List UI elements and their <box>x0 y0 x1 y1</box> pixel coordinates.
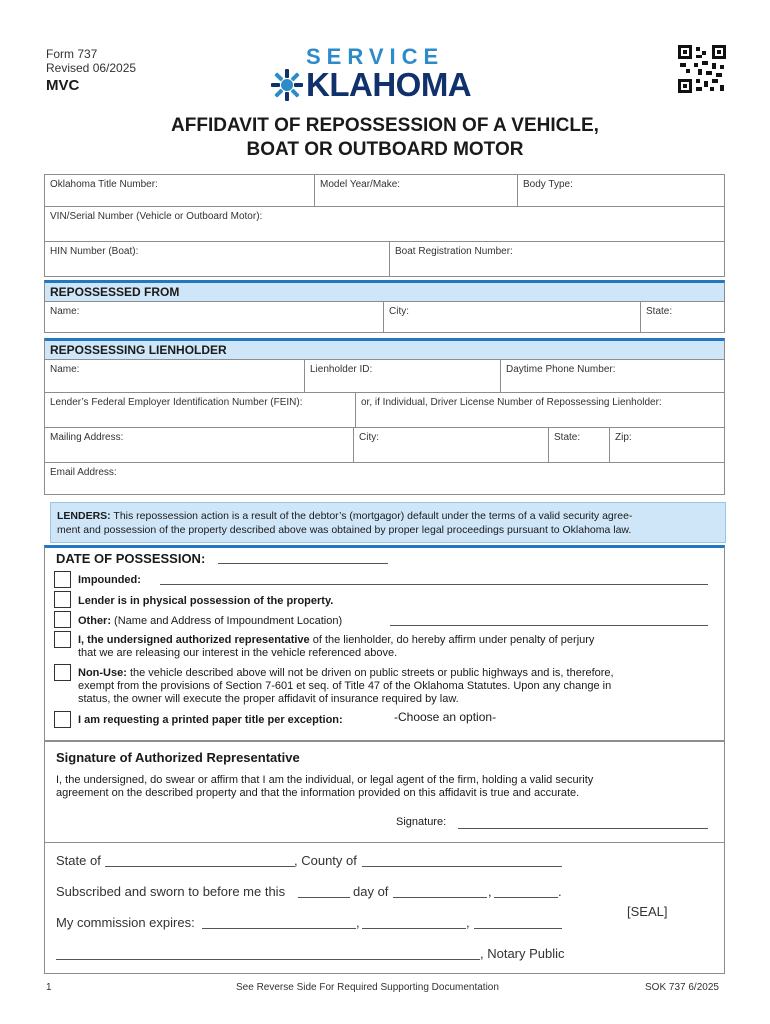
affirm-checkbox[interactable] <box>54 631 71 648</box>
affirm-bold-text: I, the undersigned authorized representative <box>78 634 310 646</box>
commission-comma-1: , <box>356 915 360 930</box>
repossessed-name-field[interactable]: Name: <box>45 302 384 332</box>
paper-title-label <box>78 714 343 727</box>
email-address-field[interactable]: Email Address: <box>50 467 117 478</box>
lienholder-state-field[interactable]: State: <box>549 428 610 462</box>
repossessed-from-row <box>44 301 725 333</box>
other-label <box>78 615 342 628</box>
other-checkbox[interactable] <box>54 611 71 628</box>
lienholder-id-field[interactable]: Lienholder ID: <box>305 360 501 392</box>
lienholder-row-3 <box>44 428 725 463</box>
vehicle-row-3 <box>44 242 725 277</box>
lienholder-name-field[interactable]: Name: <box>45 360 305 392</box>
day-of-label: day of <box>353 884 389 899</box>
footer-note: See Reverse Side For Required Supporting Documentation <box>236 982 499 993</box>
lender-possession-label <box>78 595 333 608</box>
paper-title-checkbox[interactable] <box>54 711 71 728</box>
impounded-text: Impounded: <box>78 574 141 586</box>
signature-statement-2: agreement on the described property and that the information provided on this affidavit is true and accurate. <box>56 787 580 799</box>
lender-possession-text: Lender is in physical possession of the property. <box>78 595 334 607</box>
model-year-make-field[interactable]: Model Year/Make: <box>315 175 518 206</box>
affirm-rest-text-2: that we are releasing our interest in the vehicle referenced above. <box>78 647 398 659</box>
signature-input[interactable] <box>458 828 708 829</box>
footer-form-code: SOK 737 6/2025 <box>645 982 719 993</box>
notary-state-label: State of <box>56 853 101 868</box>
commission-label: My commission expires: <box>56 915 195 930</box>
lienholder-row-2 <box>44 393 725 428</box>
fein-field[interactable]: Lender’s Federal Employer Identification Number (FEIN): <box>45 393 356 427</box>
signature-divider <box>44 842 725 843</box>
revised-date: Revised 06/2025 <box>46 61 137 75</box>
commission-year-input[interactable] <box>474 928 562 929</box>
repossessed-state-field[interactable]: State: <box>646 306 673 317</box>
affirm-rest-text-1: of the lienholder, do hereby affirm under penalty of perjury <box>309 634 595 646</box>
form-title <box>0 114 770 162</box>
page-number: 1 <box>46 982 52 993</box>
paper-title-text: I am requesting a printed paper title per exception: <box>78 714 343 726</box>
commission-day-input[interactable] <box>362 928 466 929</box>
notice-lead: LENDERS: <box>57 510 111 522</box>
signature-statement-1: I, the undersigned, do swear or affirm that I am the individual, or legal agent of the firm, holding a valid security <box>56 774 594 786</box>
qr-code-icon <box>678 45 726 93</box>
impounded-checkbox[interactable] <box>54 571 71 588</box>
non-use-label <box>78 667 614 706</box>
signature-label: Signature: <box>396 816 447 828</box>
hin-field[interactable]: HIN Number (Boat): <box>45 242 390 276</box>
date-of-possession-input[interactable] <box>218 563 388 564</box>
lenders-notice <box>50 502 726 543</box>
paper-title-select[interactable]: -Choose an option- <box>394 710 497 724</box>
subscribed-label: Subscribed and sworn to before me this <box>56 884 286 899</box>
mailing-address-field[interactable]: Mailing Address: <box>45 428 354 462</box>
impounded-label <box>78 574 141 587</box>
other-bold-text: Other: <box>78 615 111 627</box>
zip-field[interactable]: Zip: <box>615 432 632 443</box>
division-label: MVC <box>46 77 80 94</box>
affirm-label <box>78 634 594 660</box>
form-title-line1: AFFIDAVIT OF REPOSSESSION OF A VEHICLE, <box>171 115 599 136</box>
repossessed-from-header: REPOSSESSED FROM <box>44 280 725 301</box>
repossessed-city-field[interactable]: City: <box>384 302 641 332</box>
logo-service-text: SERVICE <box>306 44 445 69</box>
form-title-line2: BOAT OR OUTBOARD MOTOR <box>246 139 524 160</box>
title-number-field[interactable]: Oklahoma Title Number: <box>45 175 315 206</box>
notary-state-input[interactable] <box>105 866 295 867</box>
lienholder-row-4 <box>44 463 725 495</box>
subscribed-period: . <box>558 884 562 899</box>
other-rest-text: (Name and Address of Impoundment Location) <box>111 615 343 627</box>
logo-oklahoma-text: KLAHOMA <box>306 66 472 103</box>
form-number-text: Form 737 <box>46 47 98 61</box>
seal-label: [SEAL] <box>627 904 668 919</box>
notice-text-2: ment and possession of the property described above was obtained by proper legal proceedings pursuant to Oklahoma law. <box>57 524 632 536</box>
boat-registration-field[interactable]: Boat Registration Number: <box>395 246 513 257</box>
driver-license-field[interactable]: or, if Individual, Driver License Number of Repossessing Lienholder: <box>361 397 662 408</box>
lienholder-city-field[interactable]: City: <box>354 428 549 462</box>
subscribed-month-input[interactable] <box>393 897 487 898</box>
subscribed-comma: , <box>488 884 492 899</box>
notary-public-label: , Notary Public <box>480 946 565 961</box>
subscribed-year-input[interactable] <box>494 897 558 898</box>
oklahoma-logo-icon <box>270 68 304 102</box>
vehicle-row-1 <box>44 174 725 207</box>
notary-county-input[interactable] <box>362 866 562 867</box>
non-use-text-1: the vehicle described above will not be driven on public streets or public highways and is, therefore, <box>126 667 614 679</box>
impounded-line[interactable] <box>160 584 708 585</box>
repossessing-lienholder-header: REPOSSESSING LIENHOLDER <box>44 338 725 359</box>
daytime-phone-field[interactable]: Daytime Phone Number: <box>506 364 616 375</box>
notice-text-1: This repossession action is a result of the debtor’s (mortgagor) default under the terms of a valid security agree- <box>110 510 633 522</box>
commission-comma-2: , <box>466 915 470 930</box>
lender-possession-checkbox[interactable] <box>54 591 71 608</box>
form-number <box>46 47 136 75</box>
date-of-possession-label: DATE OF POSSESSION: <box>56 551 206 566</box>
non-use-text-3: status, the owner will execute the proper affidavit of insurance required by law. <box>78 693 459 705</box>
form-grid <box>44 174 725 495</box>
signature-statement <box>56 774 716 800</box>
non-use-text-2: exempt from the provisions of Section 7-601 et seq. of Title 47 of the Oklahoma Statutes. Upon any change in <box>78 680 612 692</box>
other-line[interactable] <box>390 625 708 626</box>
commission-month-input[interactable] <box>202 928 356 929</box>
lienholder-row-1 <box>44 359 725 393</box>
subscribed-day-input[interactable] <box>298 897 350 898</box>
non-use-checkbox[interactable] <box>54 664 71 681</box>
notary-county-label: , County of <box>294 853 357 868</box>
signature-title: Signature of Authorized Representative <box>56 750 300 765</box>
non-use-bold-text: Non-Use: <box>78 667 127 679</box>
body-type-field[interactable]: Body Type: <box>523 179 573 190</box>
notary-name-input[interactable] <box>56 959 480 960</box>
vin-field[interactable]: VIN/Serial Number (Vehicle or Outboard Motor): <box>50 211 263 222</box>
vehicle-row-2 <box>44 207 725 242</box>
